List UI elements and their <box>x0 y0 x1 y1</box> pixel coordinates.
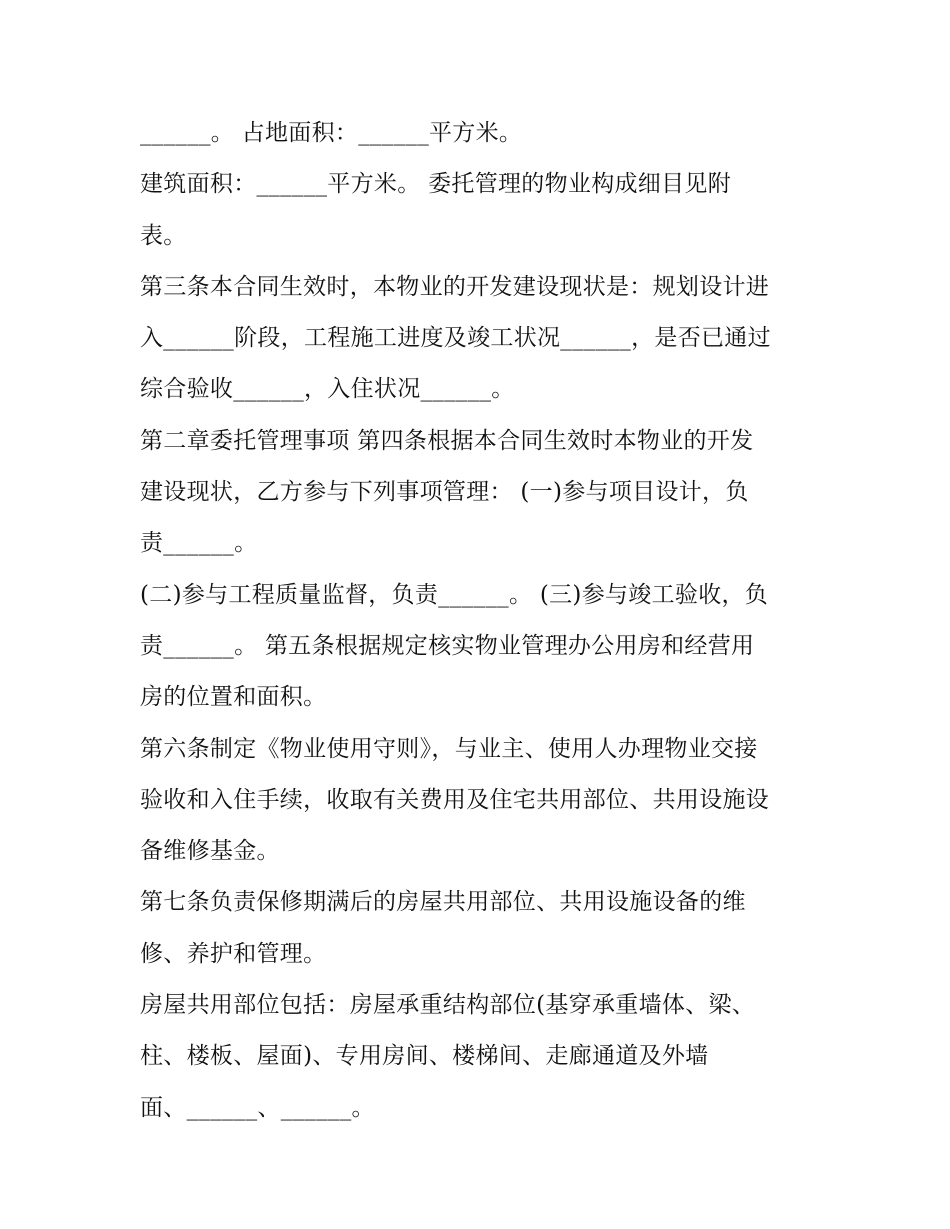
text-line: 面、______、______。 <box>140 1094 375 1121</box>
text-line: 综合验收______，入住状况______。 <box>140 376 515 403</box>
text-line: 第七条负责保修期满后的房屋共用部位、共用设施设备的维 <box>140 889 746 916</box>
document-body <box>140 108 820 1134</box>
text-line: 第六条制定《物业使用守则》，与业主、使用人办理物业交接 <box>140 735 758 762</box>
text-line: 备维修基金。 <box>140 838 280 865</box>
text-line: 柱、楼板、屋面)、专用房间、楼梯间、走廊通道及外墙 <box>140 1043 709 1070</box>
text-line: 第二章委托管理事项 第四条根据本合同生效时本物业的开发 <box>140 427 754 454</box>
text-line: 建筑面积：______平方米。 委托管理的物业构成细目见附 <box>140 171 732 198</box>
text-line: 验收和入住手续，收取有关费用及住宅共用部位、共用设施设 <box>140 786 770 813</box>
text-line: ______。 占地面积：______平方米。 <box>140 120 523 146</box>
text-line: 房屋共用部位包括：房屋承重结构部位(基穿承重墙体、梁、 <box>140 992 756 1019</box>
text-line: 表。 <box>140 222 187 249</box>
text-line: 责______。 第五条根据规定核实物业管理办公用房和经营用 <box>140 632 755 659</box>
text-line: 责______。 <box>140 530 258 557</box>
text-line: 建设现状，乙方参与下列事项管理： (一)参与项目设计，负 <box>140 479 749 506</box>
text-line: (二)参与工程质量监督，负责______。 (三)参与竣工验收，负 <box>140 581 769 608</box>
text-line: 第三条本合同生效时，本物业的开发建设现状是：规划设计进 <box>140 273 770 300</box>
text-line: 入______阶段，工程施工进度及竣工状况______，是否已通过 <box>140 325 771 352</box>
text-line: 修、养护和管理。 <box>140 940 327 967</box>
text-line: 房的位置和面积。 <box>140 684 327 711</box>
